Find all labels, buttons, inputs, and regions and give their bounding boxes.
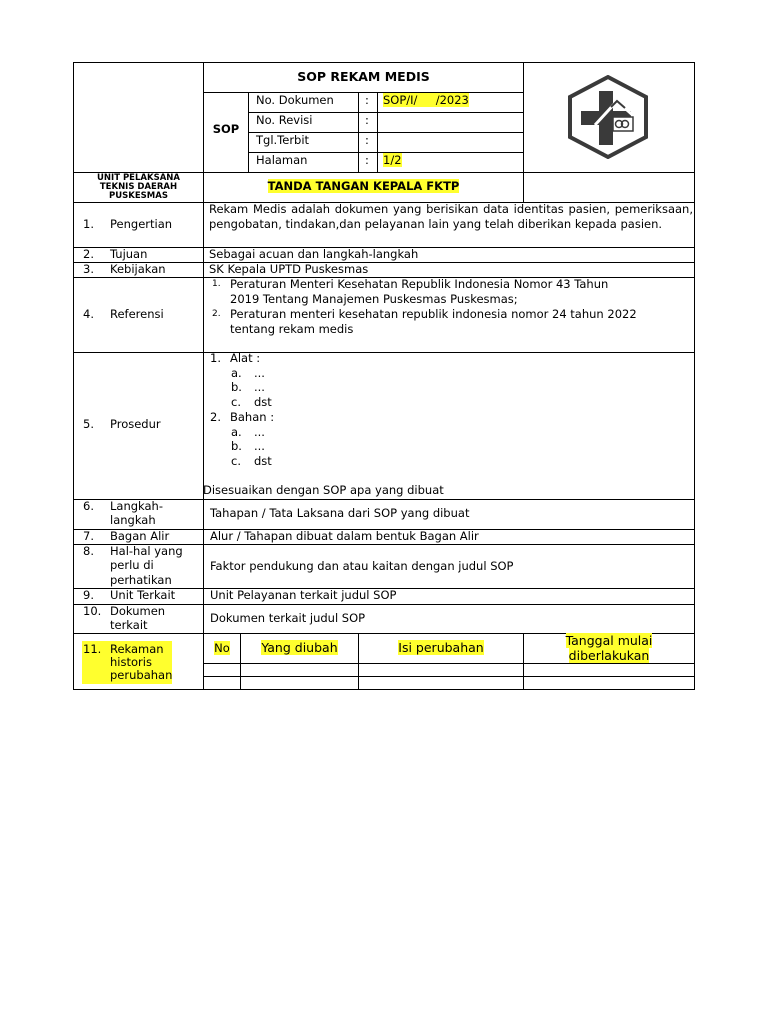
history-cell	[358, 663, 524, 677]
row-label-line: perubahan	[110, 668, 173, 682]
row-label: Tujuan	[110, 247, 148, 261]
row-label-line: Rekaman	[110, 642, 164, 656]
prosedur-sub-number: a.	[231, 425, 242, 439]
kebijakan-text: SK Kepala UPTD Puskesmas	[209, 262, 369, 276]
prosedur-sub-text: dst	[254, 454, 272, 468]
history-header-content	[359, 640, 523, 656]
row-label-line: perlu di	[110, 558, 154, 572]
meta-halaman-sep: :	[365, 153, 369, 167]
row-number: 9.	[83, 588, 94, 602]
row-label: Kebijakan	[110, 262, 166, 276]
history-header-date-line: diberlakukan	[568, 648, 650, 663]
referensi-item-line: 2019 Tentang Manajemen Puskesmas Puskesmas;	[230, 292, 518, 306]
prosedur-note: Disesuaikan dengan SOP apa yang dibuat	[203, 483, 444, 497]
history-cell	[240, 663, 359, 677]
row-label-line: historis	[110, 655, 152, 669]
unit-line: PUSKESMAS	[109, 191, 168, 201]
row-label-line: Langkah-	[110, 499, 163, 513]
history-header-changed-text: Yang diubah	[261, 640, 338, 655]
prosedur-sub-number: c.	[231, 395, 241, 409]
history-cell	[203, 676, 241, 690]
referensi-item-number: 2.	[212, 309, 221, 319]
meta-no-dokumen-label: No. Dokumen	[256, 93, 334, 107]
referensi-item-line: Peraturan Menteri Kesehatan Republik Indonesia Nomor 43 Tahun	[230, 277, 609, 291]
history-header-date	[524, 633, 694, 663]
row-label-line: Hal-hal yang	[110, 544, 183, 558]
row-label-line: Dokumen	[110, 604, 166, 618]
history-header-no	[204, 641, 240, 655]
unit-line: UNIT PELAKSANA	[97, 173, 180, 183]
prosedur-item-label: Bahan :	[230, 410, 275, 424]
unit-terkait-text: Unit Pelayanan terkait judul SOP	[210, 588, 397, 602]
prosedur-sub-text: ...	[254, 439, 265, 453]
row-number: 2.	[83, 247, 94, 261]
meta-no-dokumen-sep: :	[365, 93, 369, 107]
perhatikan-text: Faktor pendukung dan atau kaitan dengan judul SOP	[210, 559, 514, 573]
prosedur-sub-text: ...	[254, 425, 265, 439]
row-label: Unit Terkait	[110, 588, 176, 602]
prosedur-item-number: 1.	[210, 351, 221, 365]
row-number: 11.	[83, 642, 102, 656]
row-number: 3.	[83, 262, 94, 276]
row-number: 6.	[83, 499, 94, 513]
langkah-text: Tahapan / Tata Laksana dari SOP yang dibuat	[210, 506, 470, 520]
meta-halaman-label: Halaman	[256, 153, 308, 167]
signature-text: TANDA TANGAN KEPALA FKTP	[267, 179, 460, 193]
prosedur-item-number: 2.	[210, 410, 221, 424]
pengertian-text: Rekam Medis adalah dokumen yang berisikan data identitas pasien, pemeriksaan, pengobatan, tindakan,dan pelayanan lain yang telah diberikan kepada pasien.	[209, 202, 693, 231]
history-cell	[203, 663, 241, 677]
row-label-line: perhatikan	[110, 573, 172, 587]
meta-no-revisi-sep: :	[365, 113, 369, 127]
row-label: Pengertian	[110, 217, 173, 231]
dokumen-terkait-text: Dokumen terkait judul SOP	[210, 611, 366, 625]
meta-value-cell	[377, 132, 524, 153]
history-header-changed	[241, 640, 358, 656]
row-label-line: terkait	[110, 618, 148, 632]
history-header-no-text: No	[214, 641, 230, 655]
meta-no-dokumen-value: SOP/I/ /2023	[383, 93, 469, 107]
referensi-item-line: tentang rekam medis	[230, 322, 354, 336]
referensi-item-line: Peraturan menteri kesehatan republik indonesia nomor 24 tahun 2022	[230, 307, 637, 321]
prosedur-sub-text: ...	[254, 366, 265, 380]
signature-label	[204, 179, 523, 193]
history-header-content-text: Isi perubahan	[398, 640, 484, 655]
prosedur-sub-text: ...	[254, 380, 265, 394]
row-label-line: langkah	[110, 513, 156, 527]
row-number: 5.	[83, 417, 94, 431]
row-number: 7.	[83, 529, 94, 543]
row-content-cell	[203, 352, 695, 500]
tujuan-text: Sebagai acuan dan langkah-langkah	[209, 247, 419, 261]
row-label: Prosedur	[110, 417, 161, 431]
document-title: SOP REKAM MEDIS	[297, 69, 430, 84]
prosedur-item-label: Alat :	[230, 351, 261, 365]
meta-value-cell	[377, 112, 524, 133]
prosedur-sub-number: a.	[231, 366, 242, 380]
row-label: Referensi	[110, 307, 164, 321]
unit-line: TEKNIS DAERAH	[99, 182, 178, 192]
signature-right-cell	[523, 172, 695, 203]
row-number: 10.	[83, 604, 102, 618]
puskesmas-logo-icon	[567, 75, 649, 159]
bagan-alir-text: Alur / Tahapan dibuat dalam bentuk Bagan Alir	[210, 529, 479, 543]
prosedur-sub-number: c.	[231, 454, 241, 468]
row-number: 8.	[83, 544, 94, 558]
prosedur-sub-number: b.	[231, 380, 242, 394]
referensi-item-number: 1.	[212, 279, 221, 289]
row-label: Bagan Alir	[110, 529, 170, 543]
sop-label: SOP	[212, 122, 240, 136]
history-cell	[523, 676, 695, 690]
meta-tgl-terbit-sep: :	[365, 133, 369, 147]
row-number: 4.	[83, 307, 94, 321]
meta-tgl-terbit-label: Tgl.Terbit	[256, 133, 310, 147]
prosedur-sub-text: dst	[254, 395, 272, 409]
history-header-date-line: Tanggal mulai	[565, 633, 653, 648]
prosedur-sub-number: b.	[231, 439, 242, 453]
header-left-cell	[73, 62, 204, 173]
history-cell	[523, 663, 695, 677]
history-cell	[358, 676, 524, 690]
meta-halaman-value: 1/2	[383, 153, 402, 167]
row-number: 1.	[83, 217, 94, 231]
history-cell	[240, 676, 359, 690]
meta-no-revisi-label: No. Revisi	[256, 113, 313, 127]
